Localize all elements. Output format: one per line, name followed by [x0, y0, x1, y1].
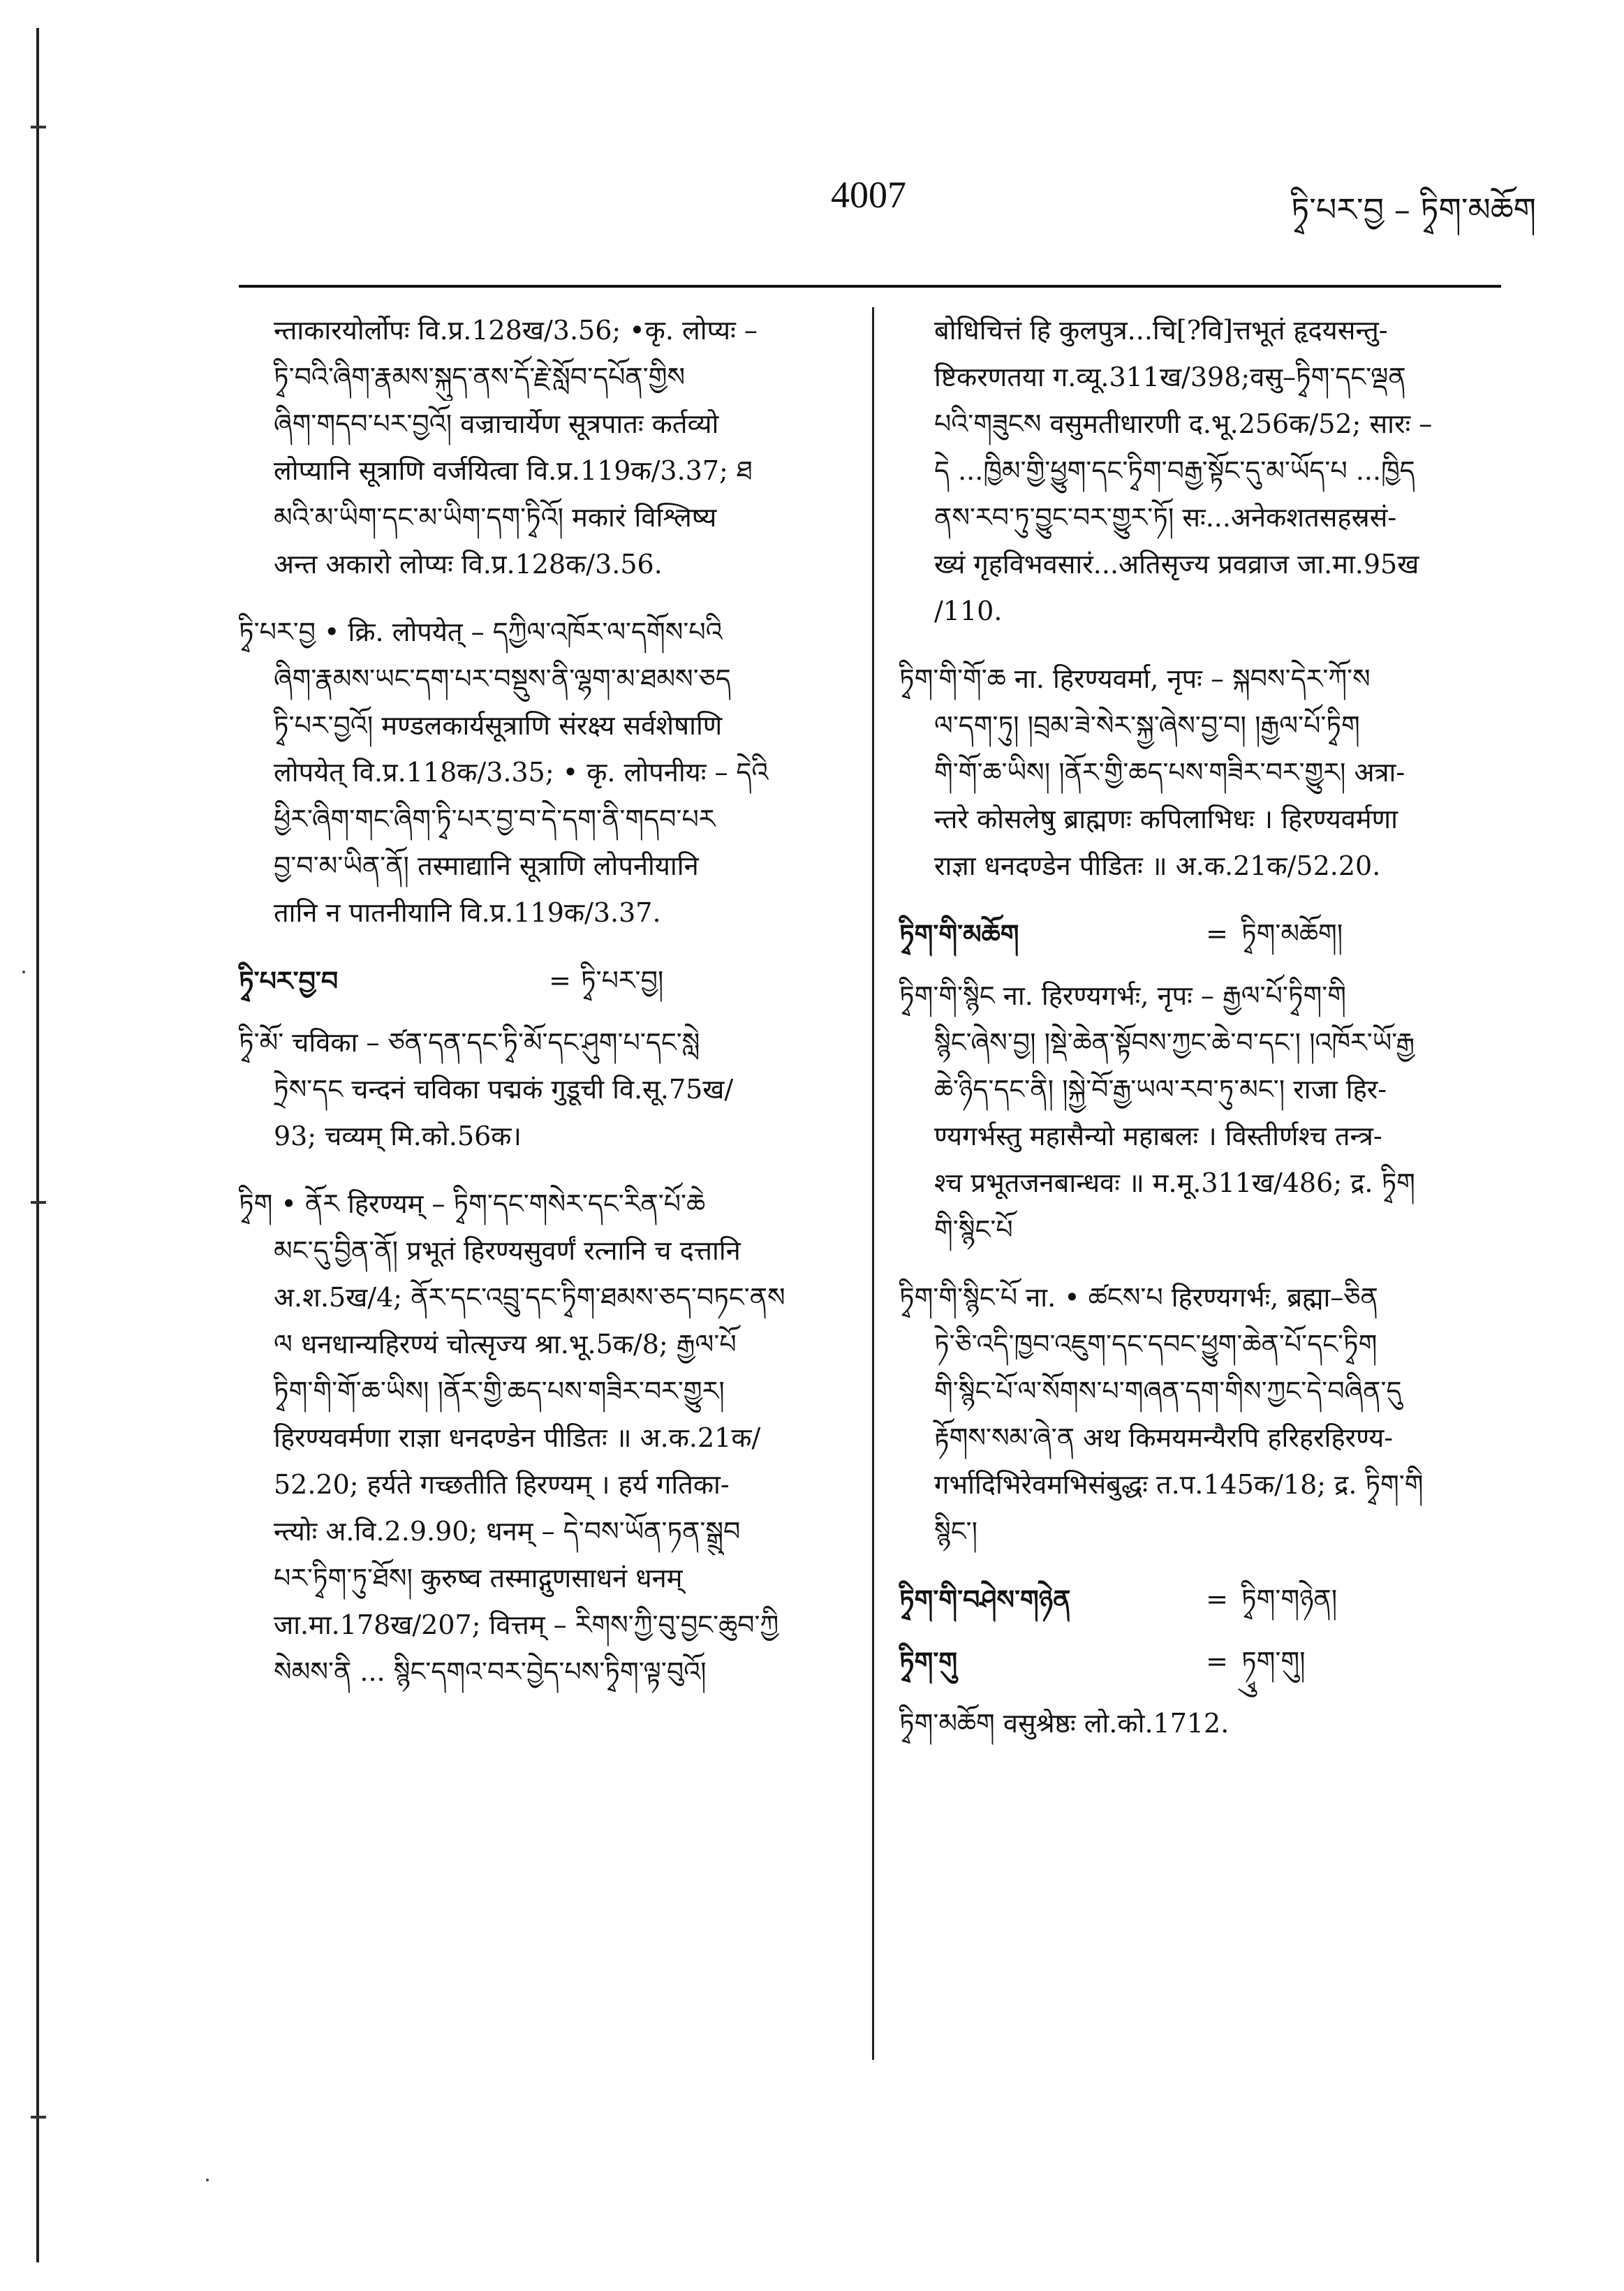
entry-line: ཞིག་གདབ་པར་བྱའོ། वज्राचार्येण सूत्रपातः कर्तव्यो [274, 408, 719, 439]
dictionary-entry [899, 307, 1501, 635]
entry-line: བྱ་བ་མ་ཡིན་ནོ། तस्माद्यानि सूत्राणि लोपनीयानि [274, 850, 699, 881]
entry-line: གི་སྙིང་པོ་ལ་སོགས་པ་གཞན་དག་གིས་ཀྱང་དེ་བཞིན་དུ [934, 1376, 1402, 1406]
entry-headline: ཏྭི་མོ་ चविका – ཙན་དན་དང་ཏྭི་མོ་དང་ཤུག་པ་དང་སླེ [239, 1027, 700, 1058]
entry-line: ख्यं गृहविभवसारं...अतिसृज्य प्रवव्राज जा.मा.95ख [934, 549, 1419, 580]
entry-line: ष्टिकरणतया ग.व्यू.311ख/398;वसु–ཏྭིག་དང་ལྡན [934, 362, 1406, 392]
cross-reference [899, 1638, 1501, 1685]
entry-headline: ཏྭི་པར་བྱ • क्रि. लोपयेत् – དཀྱིལ་འཁོར་ལ་དགོས་པའི [239, 617, 723, 647]
xref-headword: ཏྭིག་གི་མཆོག [899, 918, 1019, 950]
entry-line: ཏེ་ཅི་འདི་ཁྱབ་འཇུག་དང་དབང་ཕྱུག་ཆེན་པོ་དང་ཏྭིག [934, 1329, 1378, 1360]
entry-headline: ཏྭིག་གི་གོ་ཆ ना. हिरण्यवर्मा, नृपः – སྐབས་དེར་ཀོ་ས [899, 663, 1371, 694]
entry-line: लोपयेत् वि.प्र.118क/3.35; • कृ. लोपनीयः – དེའི [274, 757, 769, 788]
entry-line: མང་དུ་བྱིན་ནོ། प्रभूतं हिरण्यसुवर्णं रत्नानि च दत्तानि [274, 1235, 741, 1266]
entry-line: न्ताकारयोर्लोपः वि.प्र.128ख/3.56; •कृ. लोप्यः – [274, 315, 758, 346]
dictionary-entry [899, 656, 1501, 890]
dictionary-entry [239, 609, 839, 936]
entry-line: 93; चव्यम् मि.को.56क। [274, 1121, 522, 1151]
entry-line: अ.श.5ख/4; ནོར་དང་འབྲུ་དང་ཏྭིག་ཐམས་ཅད་བཏང་ནས [274, 1282, 785, 1313]
entry-line: ཆེ་ཉིད་དང་ནི། །སྐྱེ་བོ་རྒྱ་ཡལ་རབ་ཏུ་མང་། राजा हिर- [934, 1074, 1387, 1105]
xref-target: ཏྭིག་མཆོག། [1241, 918, 1343, 949]
equals-sign: = [1206, 1584, 1228, 1614]
xref-target: ཏྭིག་གཉེན། [1241, 1584, 1338, 1614]
entry-line: ལ་དག་ཏུ། །བྲམ་ཟེ་སེར་སྐྱ་ཞེས་བྱ་བ། །རྒྱལ་པོ་ཏྭིག [934, 710, 1360, 741]
page-number: 4007 [831, 174, 906, 216]
scan-speck [22, 971, 25, 973]
xref-target: ཏྭུག་གུ། [1241, 1646, 1306, 1677]
entry-line: སྙིང་ཞེས་བྱ། །སྡེ་ཆེན་སྟོབས་ཀྱང་ཆེ་བ་དང་། །འཁོར་ཡོ་རྒྱ [934, 1027, 1415, 1058]
header-rule [239, 285, 1501, 288]
entry-line: तानि न पातनीयानि वि.प्र.119क/3.37. [274, 897, 661, 928]
entry-line: ལ धनधान्यहिरण्यं चोत्सृज्य श्रा.भू.5क/8; རྒྱལ་པོ [274, 1329, 737, 1360]
entry-line: རྟོགས་སམ་ཞེ་ན अथ किमयमन्यैरपि हरिहरहिरण्य- [934, 1422, 1394, 1453]
entry-line: སྙིང་། [934, 1516, 978, 1547]
dictionary-entry [239, 307, 839, 588]
entry-line: སེམས་ནི ... སྙིང་དགའ་བར་བྱེད་པས་ཏྭིག་ལྟ་བུའོ། [274, 1656, 707, 1687]
dictionary-entry [899, 1274, 1501, 1555]
entry-line: राज्ञा धनदण्डेन पीडितः ॥ अ.क.21क/52.20. [934, 850, 1381, 881]
entry-line: बोधिचित्तं हि कुलपुत्र...चि[?वि]त्तभूतं हृदयसन्तु- [934, 315, 1388, 346]
binding-mark [31, 2116, 46, 2119]
entry-line: མའི་མ་ཡིག་དང་མ་ཡིག་དག་ཏྭིའོ། मकारं विश्लिष्य [274, 502, 717, 533]
binding-edge [36, 28, 39, 2262]
cross-reference [899, 1576, 1501, 1623]
dictionary-entry [899, 973, 1501, 1253]
entry-line: ཞིག་རྣམས་ཡང་དག་པར་བསྡུས་ནི་ལྷག་མ་ཐམས་ཅད [274, 663, 731, 694]
binding-mark [31, 1201, 46, 1204]
running-head: ཏྭི་པར་བྱ – ཏྭིག་མཆོག [1291, 191, 1536, 228]
entry-line: /110. [934, 596, 1003, 626]
entry-line: ཏྭིག་གི་གོ་ཆ་ཡིས། །ནོར་གྱི་ཆད་པས་གཟིར་བར་གྱུར། [274, 1376, 725, 1406]
entry-line: गर्भादिभिरेवमभिसंबुद्धः त.प.145क/18; द्र. ཏྭིག་གི [934, 1469, 1424, 1500]
xref-target: ཏྭི་པར་བྱ། [581, 965, 664, 996]
entry-line: པའི་གཟུངས वसुमतीधारणी द.भू.256क/52; सारः – [934, 408, 1433, 439]
entry-line: གི་སྙིང་པོ [934, 1214, 1013, 1245]
entry-line: ནས་རབ་ཏུ་བྱུང་བར་གྱུར་ཏོ། सः...अनेकशतसहस्रसं- [934, 502, 1397, 533]
equals-sign: = [1206, 918, 1228, 949]
entry-line: ཏྲེས་དང चन्दनं चविका पद्मकं गुडूची वि.सू.75ख/ [274, 1074, 734, 1105]
entry-line: न्त्योः अ.वि.2.9.90; धनम् – དེ་བས་ཡོན་ཏན་སྒྲུབ [274, 1516, 741, 1547]
right-column [899, 307, 1501, 1768]
column-divider [872, 307, 874, 2060]
entry-line: जा.मा.178ख/207; वित्तम् – རིགས་ཀྱི་བུ་བྱང་ཆུབ་ཀྱི [274, 1609, 779, 1640]
entry-line: པར་ཏྭིག་ཏུ་ཐོས། कुरुष्व तस्माद्गुणसाधनं धनम् [274, 1563, 683, 1593]
entry-headline: ཏྭིག་མཆོག वसुश्रेष्ठः लो.को.1712. [899, 1708, 1230, 1739]
cross-reference [899, 911, 1501, 957]
scan-speck [206, 2179, 209, 2181]
entry-line: हिरण्यवर्मणा राज्ञा धनदण्डेन पीडितः ॥ अ.क.21क/ [274, 1422, 761, 1453]
entry-line: अन्त अकारो लोप्यः वि.प्र.128क/3.56. [274, 549, 663, 580]
entry-line: न्तरे कोसलेषु ब्राह्मणः कपिलाभिधः । हिरण्यवर्मणा [934, 804, 1398, 834]
dictionary-entry [239, 1019, 839, 1160]
entry-line: དེ ...ཁྱིམ་གྱི་ཕྱུག་དང་ཏྭིག་བརྒྱ་སྟོང་དུ་མ་ཡོད་པ ...ཁྱིད [934, 455, 1415, 486]
entry-line: གི་གོ་ཆ་ཡིས། །ནོར་གྱི་ཆད་པས་གཟིར་བར་གྱུར། अत्रा- [934, 757, 1405, 788]
entry-line: लोप्यानि सूत्राणि वर्जयित्वा वि.प्र.119क/3.37; ཐ [274, 455, 753, 486]
entry-headline: ཏྭིག • ནོར हिरण्यम् – ཏྭིག་དང་གསེར་དང་རིན་པོ་ཆེ [239, 1188, 706, 1219]
xref-headword: ཏྭི་པར་བྱ་བ [239, 965, 339, 996]
entry-headline: ཏྭིག་གི་སྙིང ना. हिरण्यगर्भः, नृपः – རྒྱལ་པོ་ཏྭིག་གི [899, 980, 1346, 1011]
entry-headline: ཏྭིག་གི་སྙིང་པོ ना. • ཚངས་པ हिरण्यगर्भः, ब्रह्मा–ཅིན [899, 1282, 1378, 1313]
xref-headword: ཏྭིག་གུ [899, 1646, 958, 1677]
cross-reference [239, 957, 839, 1004]
entry-line: ཏྭི་བའི་ཞིག་རྣམས་སྐུད་ནས་དོ་རྗེ་སློབ་དཔོན་གྱིས [274, 362, 686, 392]
binding-mark [31, 126, 46, 128]
dictionary-entry [239, 1181, 839, 1695]
xref-headword: ཏྭིག་གི་བཤེས་གཉེན [899, 1584, 1071, 1615]
entry-line: श्च प्रभूतजनबान्धवः ॥ म.मू.311ख/486; द्र. ཏྭིག [934, 1167, 1415, 1198]
dictionary-entry [899, 1700, 1501, 1747]
equals-sign: = [1206, 1646, 1228, 1677]
entry-line: 52.20; हर्यते गच्छतीति हिरण्यम् । हर्य गतिका- [274, 1469, 730, 1500]
equals-sign: = [549, 965, 571, 996]
entry-line: ཕྱིར་ཞིག་གང་ཞིག་ཏྭི་པར་བྱ་བ་དེ་དག་ནི་གདབ་པར [274, 804, 716, 834]
entry-line: ཏྭི་པར་བྱའོ། मण्डलकार्यसूत्राणि संरक्ष्य सर्वशेषाणि [274, 710, 723, 741]
left-column [239, 307, 839, 1716]
entry-line: ण्यगर्भस्तु महासैन्यो महाबलः । विस्तीर्णश्च तन्त्र- [934, 1121, 1382, 1151]
